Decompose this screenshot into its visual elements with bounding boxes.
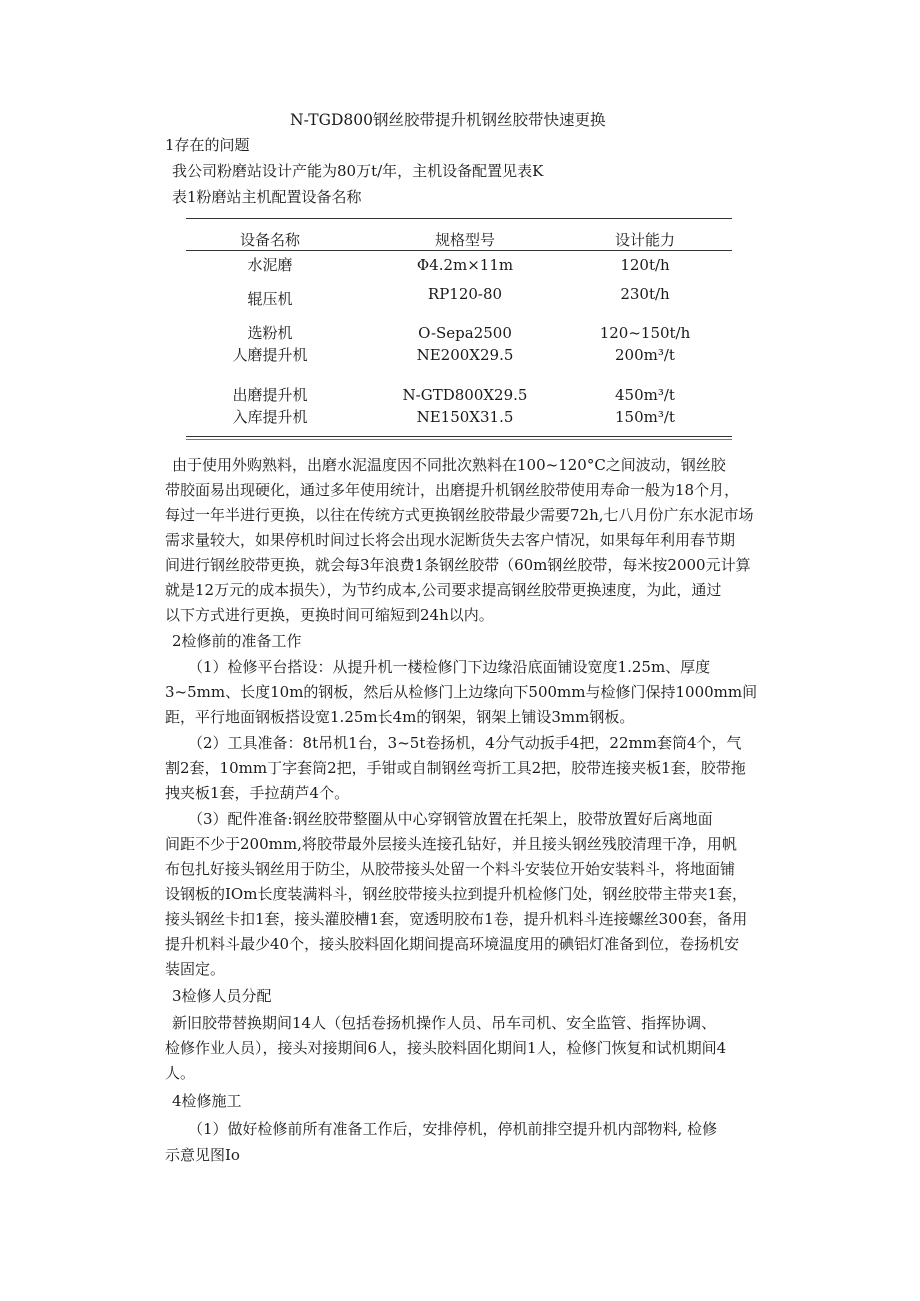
table-cell: 120t/h — [620, 256, 670, 274]
paragraph-line: 以下方式进行更换，更换时间可缩短到24h以内。 — [165, 606, 494, 624]
table-cell: 辊压机 — [247, 290, 293, 308]
paragraph-line: 割2套，10mm丁字套筒2把，手钳或自制钢丝弯折工具2把，胶带连接夹板1套，胶带拖 — [165, 759, 746, 777]
table-caption: 表1粉磨站主机配置设备名称 — [172, 188, 362, 206]
table-cell: 人磨提升机 — [232, 346, 308, 364]
section-1-intro: 我公司粉磨站设计产能为80万t/年，主机设备配置见表K — [172, 162, 544, 180]
paragraph-line: 需求量较大，如果停机时间过长将会出现水泥断货失去客户情况，如果每年利用春节期 — [165, 531, 736, 549]
section-2-heading: 2检修前的准备工作 — [172, 632, 302, 650]
paragraph-line: 带胶面易出现硬化，通过多年使用统计，出磨提升机钢丝胶带使用寿命一般为18个月， — [165, 481, 740, 499]
paragraph-line: （2）工具准备：8t吊机1台，3~5t卷扬机，4分气动扳手4把，22mm套筒4个，气 — [188, 734, 742, 752]
table-cell: 230t/h — [620, 285, 670, 303]
paragraph-line: 新旧胶带替换期间14人（包括卷扬机操作人员、吊车司机、安全监管、指挥协调、 — [172, 1014, 717, 1032]
document-title: N-TGD800钢丝胶带提升机钢丝胶带快速更换 — [290, 111, 606, 129]
paragraph-line: 接头钢丝卡扣1套，接头灌胶槽1套，宽透明胶布1卷，提升机料斗连接螺丝300套，备用 — [165, 910, 748, 928]
paragraph-line: 3~5mm、长度10m的钢板，然后从检修门上边缘向下500mm与检修门保持1000mm间 — [165, 683, 758, 701]
table-header-rule — [186, 250, 732, 251]
section-4-heading: 4检修施工 — [172, 1092, 242, 1110]
section-1-heading: 1存在的问题 — [165, 136, 250, 154]
paragraph-line: （1）做好检修前所有准备工作后，安排停机，停机前排空提升机内部物料, 检修 — [188, 1120, 718, 1138]
paragraph-line: （1）检修平台搭设：从提升机一楼检修门下边缘沿底面铺设宽度1.25m、厚度 — [188, 658, 711, 676]
paragraph-line: 就是12万元的成本损失），为节约成本,公司要求提高钢丝胶带更换速度，为此，通过 — [165, 581, 722, 599]
table-header-model: 规格型号 — [434, 231, 495, 249]
table-cell: NE200X29.5 — [416, 346, 514, 364]
table-cell: Φ4.2m×11m — [416, 256, 514, 274]
paragraph-line: 检修作业人员），接头对接期间6人，接头胶料固化期间1人，检修门恢复和试机期间4 — [165, 1039, 727, 1057]
paragraph-line: 拽夹板1套，手拉葫芦4个。 — [165, 784, 350, 802]
paragraph-line: 间进行钢丝胶带更换，就会每3年浪费1条钢丝胶带（60m钢丝胶带，每米按2000元计算 — [165, 556, 751, 574]
table-bottom-rule-2 — [186, 439, 732, 440]
table-cell: NE150X31.5 — [416, 408, 514, 426]
table-cell: 选粉机 — [247, 324, 293, 342]
paragraph-line: （3）配件准备:钢丝胶带整圈从中心穿钢管放置在托架上，胶带放置好后离地面 — [188, 810, 713, 828]
table-cell: 150m³/t — [615, 408, 675, 426]
table-header-name: 设备名称 — [239, 231, 300, 249]
table-top-rule — [186, 218, 732, 219]
paragraph-line: 提升机料斗最少40个，接头胶料固化期间提高环境温度用的碘铝灯准备到位，卷扬机安 — [165, 935, 740, 953]
paragraph-line: 距，平行地面钢板搭设宽1.25m长4m的钢架，钢架上铺设3mm钢板。 — [165, 708, 635, 726]
paragraph-line: 设钢板的IOm长度装满料斗，钢丝胶带接头拉到提升机检修门处，钢丝胶带主带夹1套， — [165, 885, 747, 903]
table-header-capacity: 设计能力 — [614, 231, 675, 249]
table-cell: 出磨提升机 — [232, 386, 308, 404]
table-bottom-rule — [186, 436, 732, 437]
paragraph-line: 间距不少于200mm,将胶带最外层接头连接孔钻好，并且接头钢丝残胶清理干净，用帆 — [165, 835, 737, 853]
paragraph-line: 由于使用外购熟料，出磨水泥温度因不同批次熟料在100~120°C之间波动，钢丝胶 — [172, 456, 726, 474]
paragraph-line: 每过一年半进行更换，以往在传统方式更换钢丝胶带最少需要72h,七八月份广东水泥市场 — [165, 506, 754, 524]
paragraph-line: 示意见图Io — [165, 1146, 240, 1164]
table-cell: 450m³/t — [615, 386, 675, 404]
table-cell: RP120-80 — [427, 285, 503, 303]
table-cell: 120~150t/h — [599, 324, 691, 342]
table-cell: O-Sepa2500 — [418, 324, 512, 342]
paragraph-line: 装固定。 — [165, 960, 226, 978]
section-3-heading: 3检修人员分配 — [172, 987, 272, 1005]
table-cell: N-GTD800X29.5 — [402, 386, 528, 404]
paragraph-line: 布包扎好接头钢丝用于防尘，从胶带接头处留一个料斗安装位开始安装料斗，将地面铺 — [165, 860, 736, 878]
table-cell: 200m³/t — [615, 346, 675, 364]
paragraph-line: 人。 — [165, 1064, 196, 1082]
table-cell: 入库提升机 — [232, 408, 308, 426]
table-cell: 水泥磨 — [247, 256, 293, 274]
